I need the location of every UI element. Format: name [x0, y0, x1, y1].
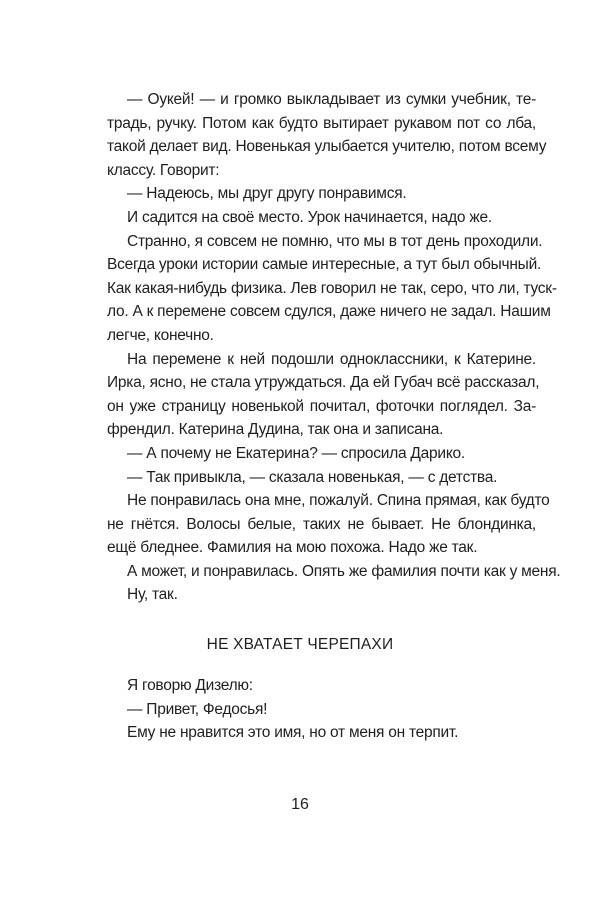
text-line: традь, ручку. Потом как будто вытирает рукавом пот со лба,	[107, 114, 536, 132]
text-line: ещё бледнее. Фамилия на мою похожа. Надо же так.	[107, 539, 478, 557]
text-line: френдил. Катерина Дудина, так она и записана.	[107, 421, 444, 439]
text-line: Ну, так.	[127, 586, 178, 604]
text-line: — Привет, Федосья!	[127, 700, 268, 718]
text-line: Ему не нравится это имя, но от меня он терпит.	[127, 724, 459, 742]
text-line: Я говорю Дизелю:	[127, 677, 253, 694]
text-line: — Так привыкла, — сказала новенькая, — с детства.	[127, 468, 498, 486]
text-line: ло. А к перемене совсем сдулся, даже ничего не задал. Нашим	[107, 303, 551, 321]
text-line: Как какая-нибудь физика. Лев говорил не так, серо, что ли, туск-	[107, 279, 557, 297]
chapter-title: НЕ ХВАТАЕТ ЧЕРЕПАХИ	[206, 636, 394, 653]
body-text-section-1	[107, 88, 561, 607]
text-line: И садится на своё место. Урок начинается, надо же.	[127, 208, 492, 226]
body-text-section-2	[107, 674, 536, 745]
text-line: Странно, я совсем не помню, что мы в тот день проходили.	[127, 232, 543, 250]
text-line: — А почему не Екатерина? — спросила Дарико.	[127, 444, 465, 462]
text-line: Всегда уроки истории самые интересные, а тут был обычный.	[107, 256, 542, 274]
text-line: такой делает вид. Новенькая улыбается учителю, потом всему	[107, 138, 547, 156]
page-number: 16	[291, 796, 309, 813]
text-line: Не понравилась она мне, пожалуй. Спина прямая, как будто	[127, 492, 550, 510]
text-line: А может, и понравилась. Опять же фамилия почти как у меня.	[127, 562, 561, 580]
text-line: он уже страницу новенькой почитал, фоточки поглядел. За-	[107, 397, 536, 415]
text-line: — Оукей! — и громко выкладывает из сумки учебник, те-	[127, 91, 536, 108]
text-line: — Надеюсь, мы друг другу понравимся.	[127, 185, 407, 203]
text-line: легче, конечно.	[107, 326, 214, 344]
text-line: классу. Говорит:	[107, 161, 220, 179]
text-line: не гнётся. Волосы белые, таких не бывает. Не блондинка,	[107, 515, 536, 533]
text-line: На перемене к ней подошли одноклассники, к Катерине.	[127, 350, 536, 368]
text-line: Ирка, ясно, не стала утруждаться. Да ей Губач всё рассказал,	[107, 374, 540, 392]
